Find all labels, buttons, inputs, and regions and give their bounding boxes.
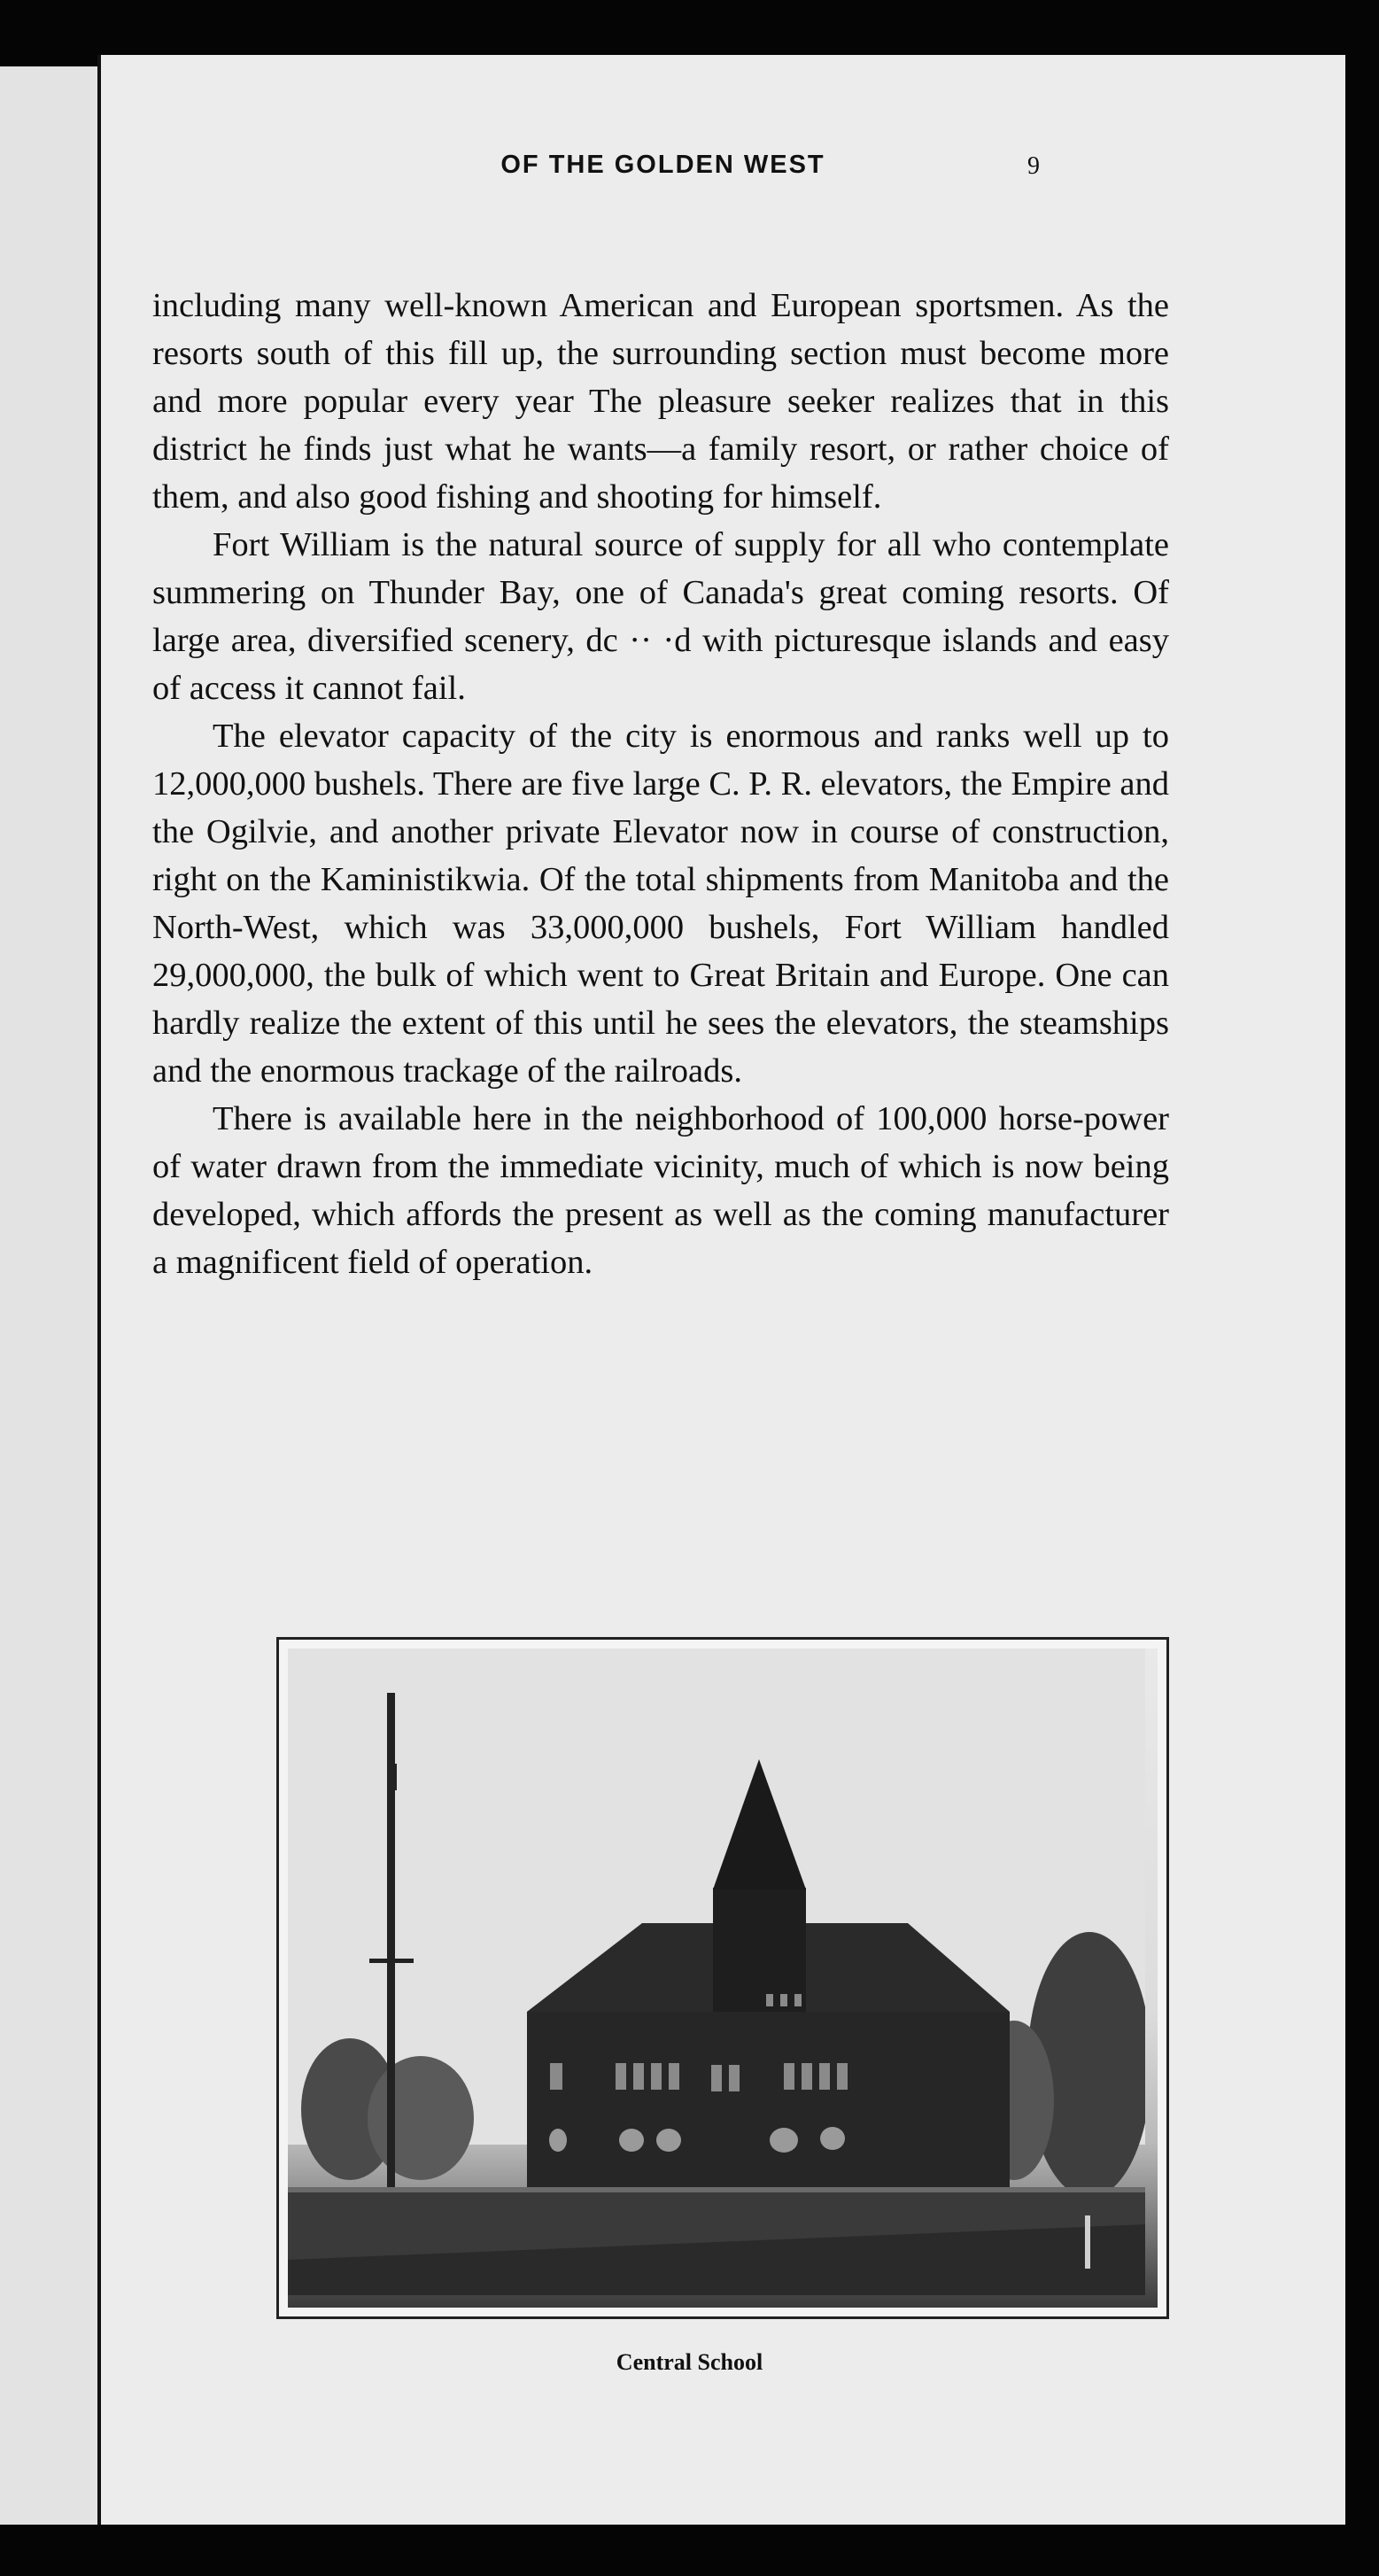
central-school-photo: [288, 1649, 1158, 2308]
photo-frame: [276, 1637, 1169, 2319]
paragraph: The elevator capacity of the city is enormous and ranks well up to 12,000,000 bushels. There are five large C. P. R. elevators, the Empire and the Ogilvie, and another private Elevator now in course of construction, right on the Kaministikwia. Of the total shipments from Manitoba and the North-West, which was 33,000,000 bushels, Fort William handled 29,000,000, the bulk of which went to Great Britain and Europe. One can hardly realize the extent of this until he sees the elevators, the steamships and the enormous trackage of the railroads.: [152, 718, 1169, 1090]
school-building-illustration: [288, 1649, 1145, 2295]
header-title: OF THE GOLDEN WEST: [500, 151, 825, 179]
running-header: [0, 151, 1379, 180]
body-text: [152, 282, 1169, 1286]
figure-caption: Central School: [616, 2349, 763, 2375]
page-number: 9: [1027, 152, 1040, 180]
paragraph: including many well-known American and European sportsmen. As the resorts south of this fill up, the surrounding section must become more and more popular every year The pleasure seeker realizes that in this district he finds just what he wants—a family resort, or rather choice of them, and also good fishing and shooting for himself.: [152, 287, 1169, 516]
paragraph: Fort William is the natural source of supply for all who contemplate summering on Thunder Bay, one of Canada's great coming resorts. Of large area, diversified scenery, dc ·· ·d with picturesque islands and easy of access it cannot fail.: [152, 526, 1169, 707]
paragraph: There is available here in the neighborhood of 100,000 horse-power of water drawn from the immediate vicinity, much of which is now being developed, which affords the present as well as the coming manufacturer a magnificent field of operation.: [152, 1100, 1169, 1281]
